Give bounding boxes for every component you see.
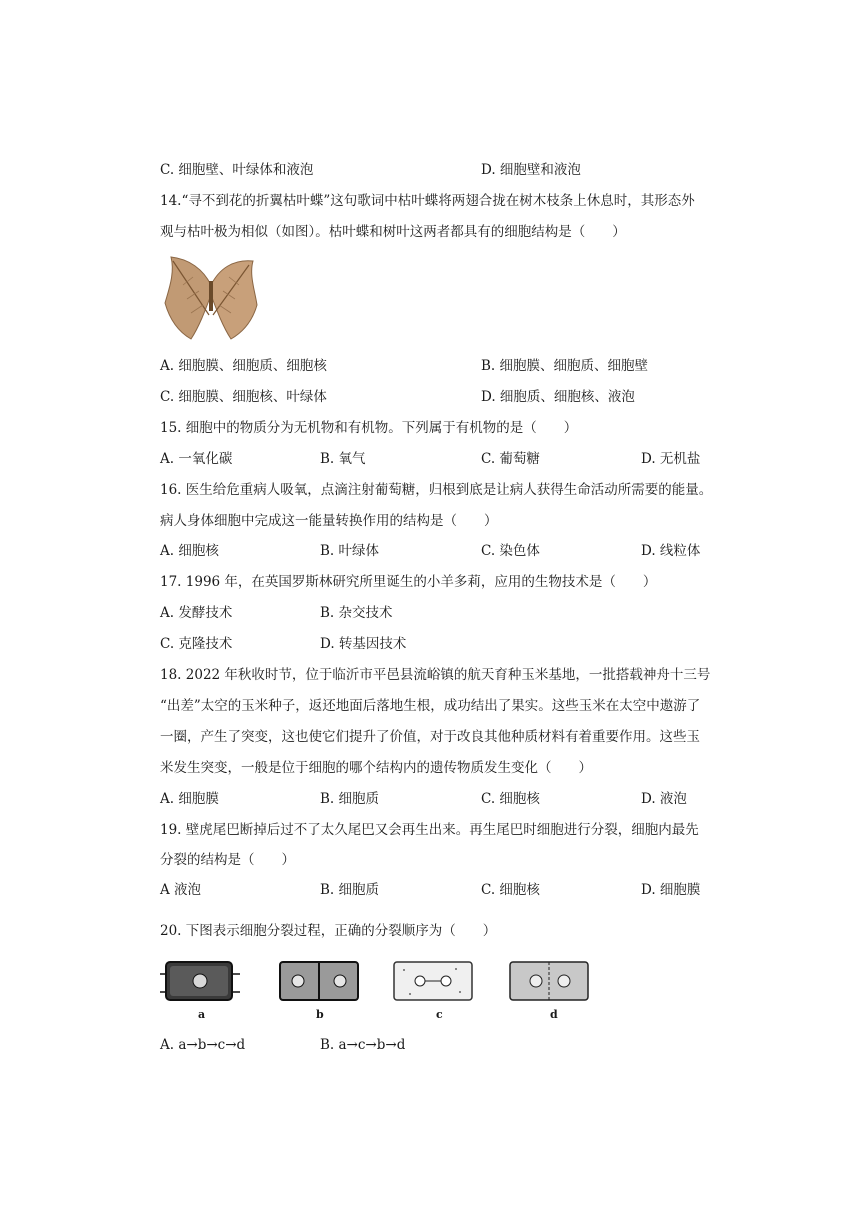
- butterfly-leaf-photo: [163, 255, 259, 341]
- cell-b-figure: [276, 956, 362, 1006]
- q15-option-d: D. 无机盐: [641, 451, 701, 467]
- q17-option-b: B. 杂交技术: [320, 605, 393, 621]
- cell-c-figure: [390, 956, 476, 1006]
- figure-label-b: b: [316, 1008, 324, 1021]
- q18-stem-line1: 18. 2022 年秋收时节，位于临沂市平邑县流峪镇的航天育种玉米基地，一批搭载神舟十三号: [160, 667, 711, 683]
- q14-option-d: D. 细胞质、细胞核、液泡: [481, 389, 635, 405]
- q16-option-d: D. 线粒体: [641, 543, 701, 559]
- q20-stem: 20. 下图表示细胞分裂过程，正确的分裂顺序为（ ）: [160, 923, 497, 939]
- cell-a-figure: [160, 956, 240, 1006]
- q19-option-c: C. 细胞核: [481, 882, 540, 898]
- q16-option-a: A. 细胞核: [160, 543, 219, 559]
- q20-option-a: A. a→b→c→d: [160, 1037, 246, 1053]
- q18-option-c: C. 细胞核: [481, 791, 540, 807]
- q15-option-b: B. 氧气: [320, 451, 366, 467]
- q16-option-b: B. 叶绿体: [320, 543, 380, 559]
- q14-option-a: A. 细胞膜、细胞质、细胞核: [160, 358, 327, 374]
- figure-label-a: a: [198, 1008, 206, 1021]
- q15-option-a: A. 一氧化碳: [160, 451, 233, 467]
- q17-option-a: A. 发酵技术: [160, 605, 233, 621]
- q18-stem-line2: “出差”太空的玉米种子，返还地面后落地生根，成功结出了果实。这些玉米在太空中遨游了: [160, 698, 701, 714]
- q19-option-b: B. 细胞质: [320, 882, 380, 898]
- q13-option-c: C. 细胞壁、叶绿体和液泡: [160, 162, 314, 178]
- q19-stem-line1: 19. 壁虎尾巴断掉后过不了太久尾巴又会再生出来。再生尾巴时细胞进行分裂，细胞内最先: [160, 822, 699, 838]
- q17-stem: 17. 1996 年，在英国罗斯林研究所里诞生的小羊多莉，应用的生物技术是（ ）: [160, 574, 657, 590]
- q13-option-d: D. 细胞壁和液泡: [481, 162, 581, 178]
- q15-option-c: C. 葡萄糖: [481, 451, 540, 467]
- figure-label-d: d: [550, 1008, 558, 1021]
- q19-option-d: D. 细胞膜: [641, 882, 701, 898]
- figure-label-c: c: [436, 1008, 443, 1021]
- q16-stem-line1: 16. 医生给危重病人吸氧，点滴注射葡萄糖，归根到底是让病人获得生命活动所需要的能量。: [160, 482, 713, 498]
- cell-d-figure: [506, 956, 592, 1006]
- q18-option-b: B. 细胞质: [320, 791, 380, 807]
- q18-option-d: D. 液泡: [641, 791, 687, 807]
- q14-stem-line2: 观与枯叶极为相似（如图）。枯叶蝶和树叶这两者都具有的细胞结构是（ ）: [160, 224, 626, 240]
- q16-option-c: C. 染色体: [481, 543, 540, 559]
- q16-stem-line2: 病人身体细胞中完成这一能量转换作用的结构是（ ）: [160, 513, 498, 529]
- q18-option-a: A. 细胞膜: [160, 791, 219, 807]
- q17-option-d: D. 转基因技术: [320, 636, 407, 652]
- q19-stem-line2: 分裂的结构是（ ）: [160, 852, 295, 868]
- q14-option-b: B. 细胞膜、细胞质、细胞壁: [481, 358, 649, 374]
- q20-option-b: B. a→c→b→d: [320, 1037, 406, 1053]
- q18-stem-line4: 米发生突变，一般是位于细胞的哪个结构内的遗传物质发生变化（ ）: [160, 760, 592, 776]
- q18-stem-line3: 一圈，产生了突变，这也使它们提升了价值，对于改良其他种质材料有着重要作用。这些玉: [160, 729, 700, 745]
- q17-option-c: C. 克隆技术: [160, 636, 233, 652]
- q19-option-a: A 液泡: [160, 882, 202, 898]
- q14-stem-line1: 14.“寻不到花的折翼枯叶蝶”这句歌词中枯叶蝶将两翅合拢在树木枝条上休息时，其形态外: [160, 193, 695, 209]
- q15-stem: 15. 细胞中的物质分为无机物和有机物。下列属于有机物的是（ ）: [160, 420, 578, 436]
- q14-option-c: C. 细胞膜、细胞核、叶绿体: [160, 389, 327, 405]
